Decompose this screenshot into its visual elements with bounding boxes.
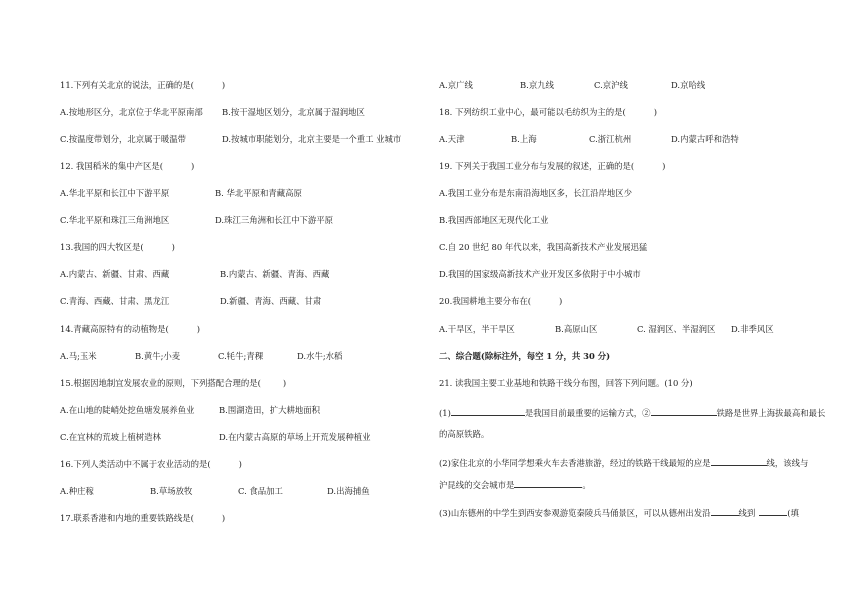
q17-option-a: A.京广线 — [439, 80, 473, 90]
q14-option-c: C.牦牛;青稞 — [218, 351, 264, 361]
q18-option-b: B.上海 — [511, 134, 537, 144]
q12-option-d: D.珠江三角洲和长江中下游平原 — [215, 215, 333, 225]
q12-option-a: A.华北平原和长江中下游平原 — [60, 188, 170, 198]
q11-option-d: D.按城市职能划分，北京主要是一个重工 业城市 — [222, 134, 402, 144]
q21-blank-1[interactable] — [451, 406, 525, 416]
q14-option-b: B.黄牛;小麦 — [135, 351, 181, 361]
q17-option-b: B.京九线 — [520, 80, 554, 90]
q21-stem: 21. 读我国主要工业基地和铁路干线分布图，回答下列问题。(10 分) — [439, 378, 693, 388]
q15-option-a: A.在山地的陡峭处挖鱼塘发展养鱼业 — [60, 405, 195, 415]
q15-option-c: C.在宜林的荒坡上植树造林 — [60, 432, 161, 442]
q21-part1-line1: (1) 是我国目前最重要的运输方式，② 铁路是世界上海拔最高和最长 — [439, 408, 826, 418]
q17-option-d: D.京哈线 — [671, 80, 706, 90]
q18-option-d: D.内蒙古呼和浩特 — [671, 134, 739, 144]
q16-option-b: B.草场放牧 — [150, 486, 193, 496]
q21-blank-5[interactable] — [711, 506, 739, 516]
q13-option-b: B.内蒙古、新疆、青海、西藏 — [220, 269, 330, 279]
q16-stem: 16.下列人类活动中不属于农业活动的是( ) — [60, 459, 242, 469]
q21-blank-3[interactable] — [711, 456, 767, 466]
q11-stem: 11.下列有关北京的说法，正确的是( ) — [60, 80, 226, 90]
q12-option-b: B. 华北平原和青藏高原 — [215, 188, 302, 198]
q16-option-a: A.种庄稼 — [60, 486, 94, 496]
q19-option-a: A.我国工业分布是东南沿海地区多，长江沿岸地区少 — [439, 188, 632, 198]
q21-blank-4[interactable] — [514, 478, 582, 488]
q11-option-b: B.按干湿地区划分，北京属于湿润地区 — [222, 107, 365, 117]
q18-option-c: C.浙江杭州 — [589, 134, 632, 144]
q20-option-d: D.非季风区 — [731, 324, 774, 334]
q12-option-c: C.华北平原和珠江三角洲地区 — [60, 215, 170, 225]
q15-option-d: D.在内蒙古高原的草场上开荒发展种植业 — [219, 432, 371, 442]
q15-stem: 15.根据因地制宜发展农业的原则，下列搭配合理的是( ) — [60, 378, 287, 388]
q17-stem: 17.联系香港和内地的重要铁路线是( ) — [60, 513, 226, 523]
q16-option-d: D.出海捕鱼 — [327, 486, 370, 496]
q16-option-c: C. 食品加工 — [238, 486, 283, 496]
q20-option-b: B.高原山区 — [555, 324, 598, 334]
q21-part2-line2: 沪昆线的交会城市是 。 — [439, 480, 591, 490]
q21-blank-6[interactable] — [759, 506, 787, 516]
q21-part2-line1: (2)家住北京的小华同学想乘火车去香港旅游，经过的铁路干线最短的应是 线，该线与 — [439, 458, 809, 468]
q14-option-a: A.马;玉米 — [60, 351, 97, 361]
q21-blank-2[interactable] — [651, 406, 717, 416]
q15-option-b: B.围湖造田，扩大耕地面积 — [219, 405, 320, 415]
q12-stem: 12. 我国稻米的集中产区是( ) — [60, 161, 195, 171]
q19-option-c: C.自 20 世纪 80 年代以来，我国高新技术产业发展迅猛 — [439, 242, 648, 252]
section-heading: 二、综合题(除标注外，每空 1 分，共 30 分) — [439, 351, 611, 361]
q19-option-d: D.我国的国家级高新技术产业开发区多依附于中小城市 — [439, 269, 641, 279]
q13-option-c: C.青海、西藏、甘肃、黑龙江 — [60, 296, 170, 306]
q17-option-c: C.京沪线 — [594, 80, 628, 90]
q21-part1-line2: 的高原铁路。 — [439, 429, 490, 439]
q20-option-a: A.干旱区，半干旱区 — [439, 324, 515, 334]
q13-option-d: D.新疆、青海、西藏、甘肃 — [220, 296, 322, 306]
q13-stem: 13.我国的四大牧区是( ) — [60, 242, 175, 252]
q20-stem: 20.我国耕地主要分布在( ) — [439, 296, 563, 306]
q18-stem: 18. 下列纺织工业中心，最可能以毛纺织为主的是( ) — [439, 107, 658, 117]
q19-stem: 19. 下列关于我国工业分布与发展的叙述，正确的是( ) — [439, 161, 666, 171]
q14-option-d: D.水牛;水稻 — [297, 351, 343, 361]
q11-option-a: A.按地形区分，北京位于华北平原南部 — [60, 107, 203, 117]
q21-part3-line1: (3)山东德州的中学生到西安参观游览秦陵兵马俑景区，可以从德州出发沿 线到 (填 — [439, 508, 799, 518]
q11-option-c: C.按温度带划分，北京属于暖温带 — [60, 134, 187, 144]
q13-option-a: A.内蒙古、新疆、甘肃、西藏 — [60, 269, 170, 279]
q14-stem: 14.青藏高原特有的动植物是( ) — [60, 324, 200, 334]
q18-option-a: A.天津 — [439, 134, 465, 144]
q20-option-c: C. 湿润区、半湿润区 — [637, 324, 716, 334]
q19-option-b: B.我国西部地区无现代化工业 — [439, 215, 549, 225]
